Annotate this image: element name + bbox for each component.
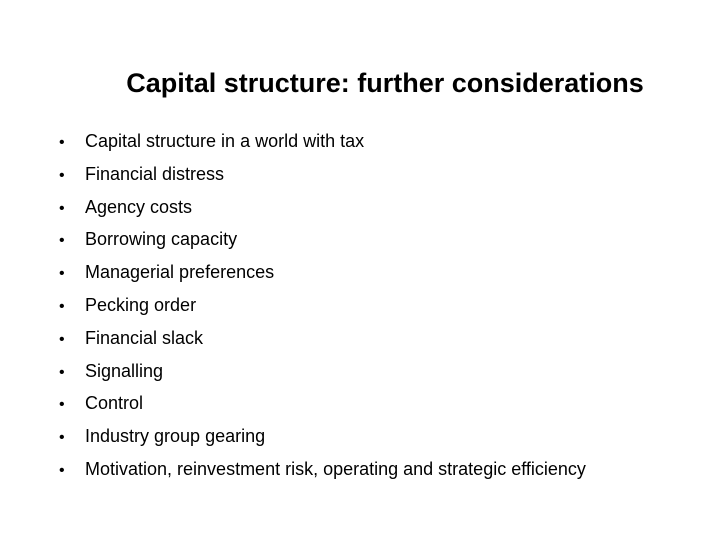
bullet-text: Agency costs <box>85 196 193 217</box>
bullet-text: Financial slack <box>85 327 204 348</box>
bullet-list <box>59 125 586 486</box>
bullet-text: Industry group gearing <box>85 426 266 447</box>
bullet-point-icon: • <box>59 265 65 283</box>
bullet-text: Capital structure in a world with tax <box>85 131 365 151</box>
bullet-item <box>59 355 586 388</box>
bullet-item <box>59 387 586 420</box>
bullet-point-icon: • <box>59 396 65 414</box>
bullet-item <box>59 125 586 158</box>
bullet-point-icon: • <box>59 166 65 184</box>
bullet-item <box>59 191 586 224</box>
bullet-point-icon: • <box>59 232 65 250</box>
bullet-item <box>59 420 586 453</box>
bullet-item <box>59 223 586 256</box>
bullet-point-icon: • <box>59 134 65 151</box>
bullet-text: Motivation, reinvestment risk, operating and strategic efficiency <box>85 458 586 479</box>
bullet-item <box>59 453 586 486</box>
bullet-text: Control <box>85 393 144 414</box>
bullet-point-icon: • <box>59 429 65 447</box>
bullet-point-icon: • <box>59 461 65 479</box>
bullet-item <box>59 158 586 191</box>
bullet-text: Borrowing capacity <box>85 229 238 250</box>
bullet-item <box>59 322 586 355</box>
slide-title: Capital structure: further considerations <box>126 68 644 98</box>
bullet-text: Signalling <box>85 360 164 381</box>
bullet-text: Financial distress <box>85 163 225 184</box>
bullet-point-icon: • <box>59 297 65 315</box>
bullet-item <box>59 256 586 289</box>
bullet-text: Pecking order <box>85 294 197 315</box>
bullet-point-icon: • <box>59 199 65 217</box>
bullet-point-icon: • <box>59 363 65 381</box>
bullet-text: Managerial preferences <box>85 262 275 283</box>
bullet-point-icon: • <box>59 330 65 348</box>
bullet-item <box>59 289 586 322</box>
